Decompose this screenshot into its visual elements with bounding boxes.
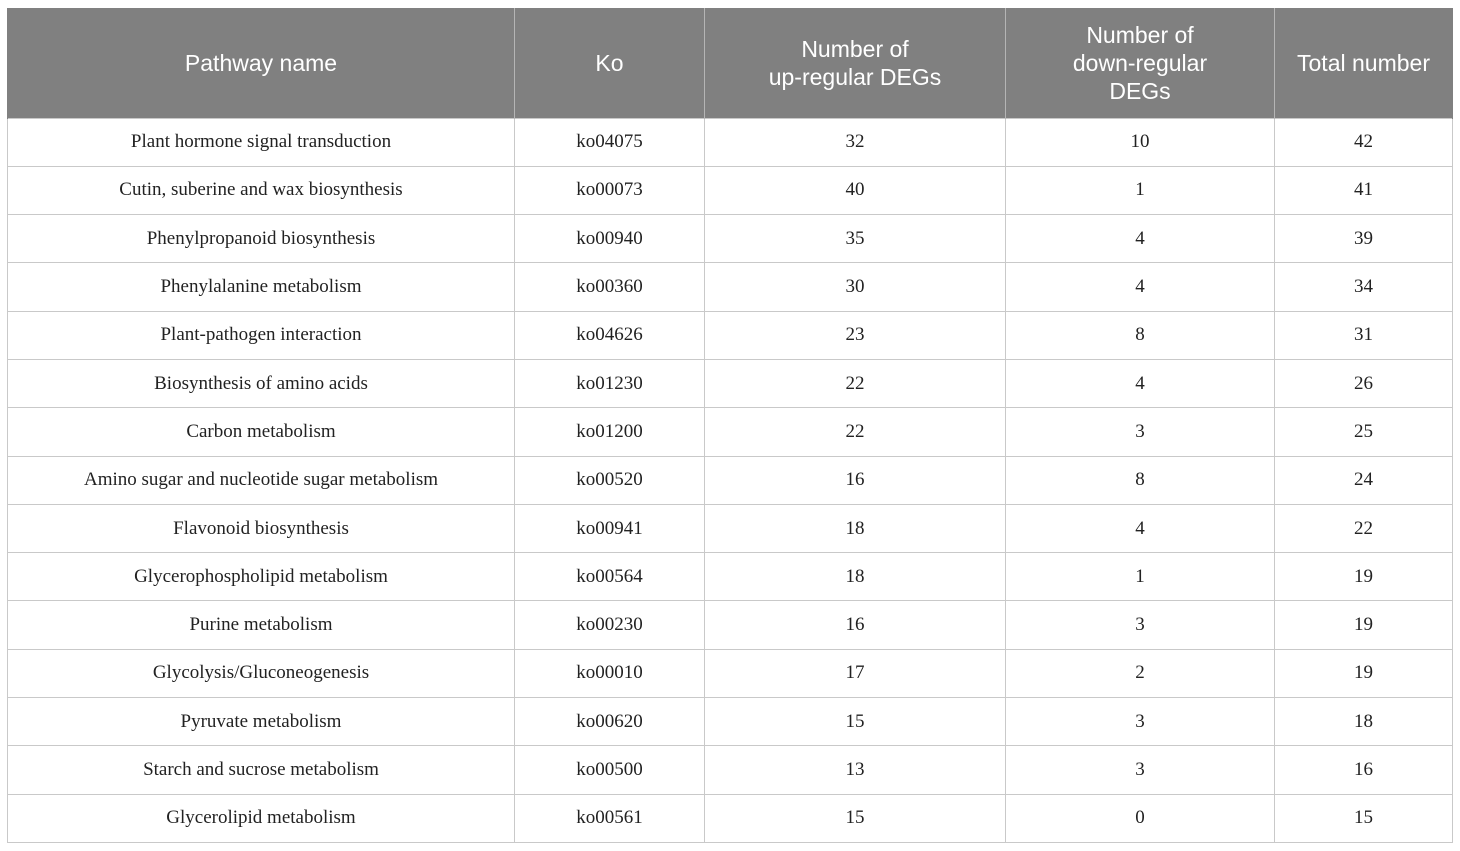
cell-pathway-name: Purine metabolism: [8, 601, 515, 649]
table-row: [8, 553, 1453, 601]
cell-down-regular: 8: [1006, 311, 1275, 359]
cell-down-regular: 2: [1006, 649, 1275, 697]
cell-total: 42: [1275, 118, 1453, 166]
table-row: [8, 263, 1453, 311]
table-row: [8, 359, 1453, 407]
cell-total: 15: [1275, 794, 1453, 842]
cell-down-regular: 0: [1006, 794, 1275, 842]
cell-ko: ko00561: [515, 794, 705, 842]
header-text: up-regular DEGs: [768, 63, 942, 90]
header-pathway-name: [8, 8, 515, 118]
table-header: [8, 8, 1453, 118]
table-row: [8, 456, 1453, 504]
cell-up-regular: 18: [705, 553, 1006, 601]
cell-down-regular: 3: [1006, 746, 1275, 794]
cell-pathway-name: Cutin, suberine and wax biosynthesis: [8, 166, 515, 214]
cell-total: 19: [1275, 553, 1453, 601]
cell-up-regular: 30: [705, 263, 1006, 311]
header-total-number: [1275, 8, 1453, 118]
cell-ko: ko00941: [515, 504, 705, 552]
cell-up-regular: 22: [705, 408, 1006, 456]
cell-down-regular: 10: [1006, 118, 1275, 166]
cell-total: 26: [1275, 359, 1453, 407]
table-body: [8, 118, 1453, 842]
cell-ko: ko04626: [515, 311, 705, 359]
cell-up-regular: 13: [705, 746, 1006, 794]
cell-ko: ko00564: [515, 553, 705, 601]
cell-pathway-name: Phenylpropanoid biosynthesis: [8, 215, 515, 263]
cell-down-regular: 3: [1006, 601, 1275, 649]
table-row: [8, 504, 1453, 552]
cell-ko: ko00360: [515, 263, 705, 311]
cell-up-regular: 16: [705, 601, 1006, 649]
cell-down-regular: 8: [1006, 456, 1275, 504]
cell-total: 39: [1275, 215, 1453, 263]
cell-total: 18: [1275, 698, 1453, 746]
cell-up-regular: 23: [705, 311, 1006, 359]
table-row: [8, 118, 1453, 166]
cell-up-regular: 15: [705, 698, 1006, 746]
cell-total: 19: [1275, 649, 1453, 697]
cell-pathway-name: Glycolysis/Gluconeogenesis: [8, 649, 515, 697]
cell-down-regular: 4: [1006, 359, 1275, 407]
cell-ko: ko00073: [515, 166, 705, 214]
header-ko: [515, 8, 705, 118]
header-text: Number of: [801, 35, 909, 62]
cell-ko: ko00520: [515, 456, 705, 504]
header-text: Total number: [1297, 49, 1430, 76]
cell-down-regular: 1: [1006, 553, 1275, 601]
table-row: [8, 311, 1453, 359]
cell-total: 24: [1275, 456, 1453, 504]
cell-pathway-name: Phenylalanine metabolism: [8, 263, 515, 311]
header-text: Pathway name: [184, 49, 338, 76]
cell-pathway-name: Flavonoid biosynthesis: [8, 504, 515, 552]
cell-ko: ko00940: [515, 215, 705, 263]
table-row: [8, 746, 1453, 794]
table-row: [8, 794, 1453, 842]
kegg-pathway-table: [7, 8, 1453, 843]
cell-pathway-name: Plant-pathogen interaction: [8, 311, 515, 359]
cell-down-regular: 3: [1006, 698, 1275, 746]
table-row: [8, 649, 1453, 697]
cell-total: 25: [1275, 408, 1453, 456]
cell-pathway-name: Glycerophospholipid metabolism: [8, 553, 515, 601]
cell-total: 16: [1275, 746, 1453, 794]
header-text: Number of: [1086, 21, 1194, 48]
table-row: [8, 408, 1453, 456]
cell-down-regular: 3: [1006, 408, 1275, 456]
cell-up-regular: 16: [705, 456, 1006, 504]
cell-pathway-name: Starch and sucrose metabolism: [8, 746, 515, 794]
cell-total: 22: [1275, 504, 1453, 552]
cell-down-regular: 4: [1006, 504, 1275, 552]
cell-pathway-name: Glycerolipid metabolism: [8, 794, 515, 842]
cell-total: 34: [1275, 263, 1453, 311]
cell-ko: ko01230: [515, 359, 705, 407]
table-row: [8, 166, 1453, 214]
cell-up-regular: 40: [705, 166, 1006, 214]
cell-pathway-name: Amino sugar and nucleotide sugar metabolism: [8, 456, 515, 504]
table-row: [8, 601, 1453, 649]
cell-ko: ko00620: [515, 698, 705, 746]
cell-pathway-name: Pyruvate metabolism: [8, 698, 515, 746]
cell-total: 31: [1275, 311, 1453, 359]
header-up-regular-degs: [705, 8, 1006, 118]
cell-up-regular: 15: [705, 794, 1006, 842]
header-text: Ko: [595, 49, 624, 76]
cell-total: 41: [1275, 166, 1453, 214]
cell-pathway-name: Carbon metabolism: [8, 408, 515, 456]
cell-total: 19: [1275, 601, 1453, 649]
cell-ko: ko00230: [515, 601, 705, 649]
cell-up-regular: 22: [705, 359, 1006, 407]
cell-down-regular: 1: [1006, 166, 1275, 214]
header-text: down-regular: [1072, 49, 1208, 76]
cell-down-regular: 4: [1006, 263, 1275, 311]
cell-up-regular: 35: [705, 215, 1006, 263]
cell-ko: ko00010: [515, 649, 705, 697]
header-down-regular-degs: [1006, 8, 1275, 118]
table-row: [8, 215, 1453, 263]
cell-ko: ko01200: [515, 408, 705, 456]
cell-ko: ko04075: [515, 118, 705, 166]
cell-pathway-name: Plant hormone signal transduction: [8, 118, 515, 166]
header-row: [8, 8, 1453, 118]
cell-up-regular: 18: [705, 504, 1006, 552]
header-text: DEGs: [1109, 77, 1171, 104]
cell-pathway-name: Biosynthesis of amino acids: [8, 359, 515, 407]
table-row: [8, 698, 1453, 746]
cell-up-regular: 32: [705, 118, 1006, 166]
cell-ko: ko00500: [515, 746, 705, 794]
cell-down-regular: 4: [1006, 215, 1275, 263]
cell-up-regular: 17: [705, 649, 1006, 697]
